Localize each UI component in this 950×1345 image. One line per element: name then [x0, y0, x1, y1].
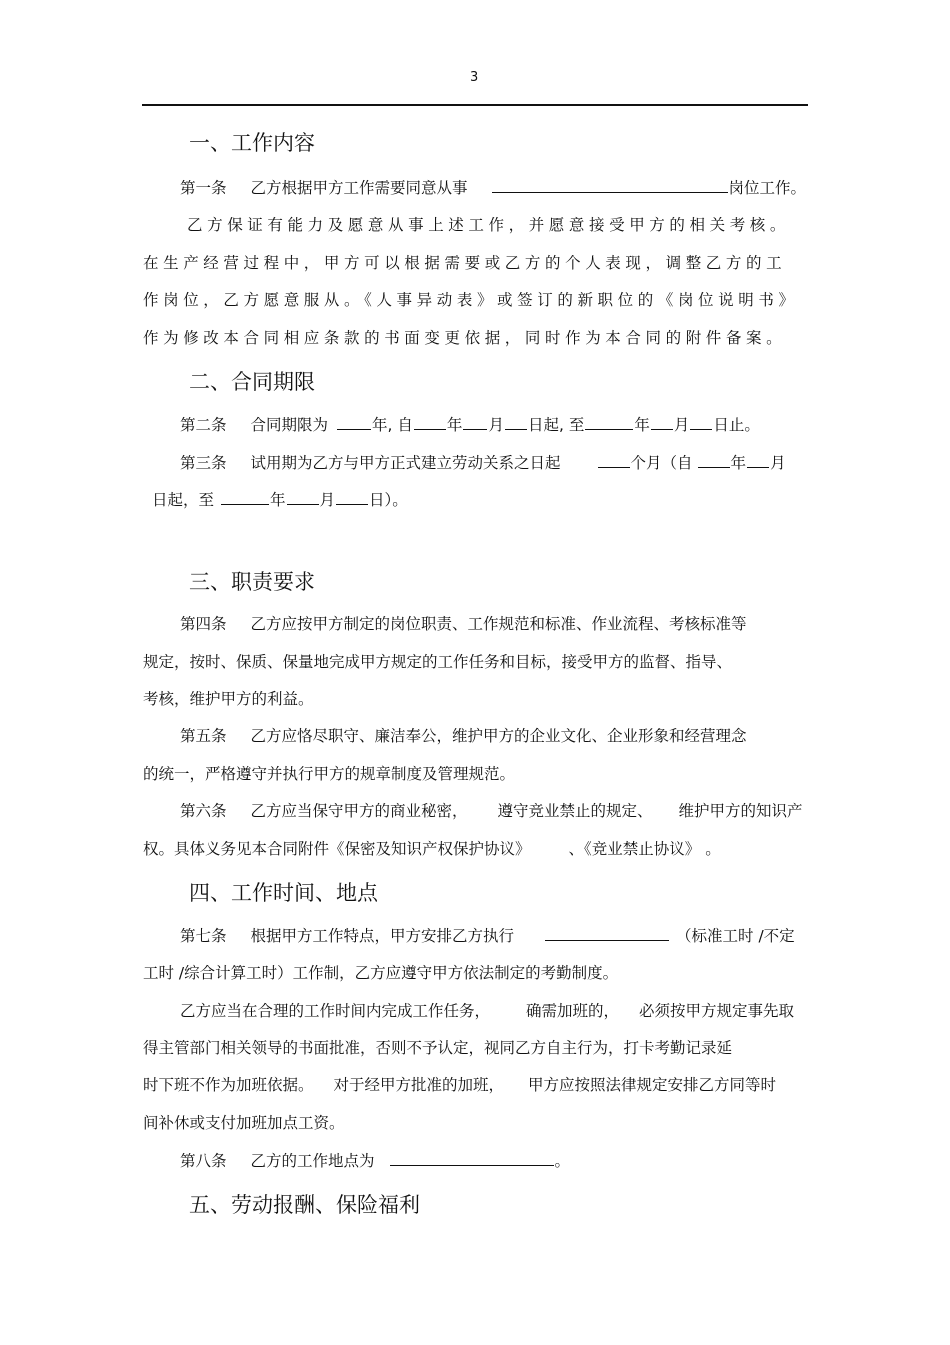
section-title-duties: 三、职责要求 [189, 570, 315, 594]
paragraph-line: 工时 /综合计算工时）工作制，乙方应遵守甲方依法制定的考勤制度。 [143, 964, 619, 982]
article-text: 乙方应当保守甲方的商业秘密， [250, 802, 468, 820]
end-day-blank[interactable] [690, 414, 712, 430]
article-text: 乙方应恪尽职守、廉洁奉公，维护甲方的企业文化、企业形象和经营理念 [250, 727, 747, 745]
article-text-tail: 岗位工作。 [728, 179, 807, 197]
paragraph-line: 在生产经营过程中，甲方可以根据需要或乙方的个人表现，调整乙方的工 [143, 254, 787, 272]
probation-start-year-blank[interactable] [698, 452, 730, 468]
paragraph-line: 考核，维护甲方的利益。 [143, 690, 314, 708]
month-unit: 月 [488, 416, 504, 434]
month-unit: 月 [319, 491, 336, 509]
probation-end-year-blank[interactable] [221, 489, 269, 505]
end-year-blank[interactable] [585, 414, 633, 430]
article-text: 合同期限为 [250, 416, 329, 434]
article-3-line [180, 451, 786, 473]
article-text: 、《竞业禁止协议》 。 [568, 840, 721, 858]
from-to-label: 日起，至 [152, 491, 215, 509]
year-unit: 年 [634, 416, 650, 434]
paragraph-text: 时下班不作为加班依据。 [143, 1076, 314, 1094]
article-4-line [180, 612, 747, 634]
article-7-line [180, 924, 795, 946]
article-label: 第八条 [180, 1152, 227, 1170]
work-hours-system-blank[interactable] [545, 925, 669, 941]
section-title-compensation: 五、劳动报酬、保险福利 [189, 1193, 420, 1217]
article-text: 乙方的工作地点为 [250, 1152, 375, 1170]
article-label: 第一条 [180, 179, 227, 197]
year-unit: 年 [730, 454, 747, 472]
paragraph-line: 作岗位，乙方愿意服从。《人事异动表》或签订的新职位的《岗位说明书》 [143, 291, 799, 309]
article-label: 第四条 [180, 615, 227, 633]
probation-months-blank[interactable] [598, 452, 630, 468]
months-label: 个月（自 [630, 454, 693, 472]
article-text: 乙方根据甲方工作需要同意从事 [250, 179, 468, 197]
article-text: 乙方应按甲方制定的岗位职责、工作规范和标准、作业流程、考核标准等 [250, 615, 747, 633]
to-label: 至 [568, 416, 585, 434]
article-text: 权。具体义务见本合同附件《保密及知识产权保护协议》 [143, 840, 531, 858]
year-unit: 年 [446, 416, 463, 434]
day-end-label: 日止。 [713, 416, 760, 434]
years-blank[interactable] [337, 414, 371, 430]
paragraph-text: 对于经甲方批准的加班， [333, 1076, 505, 1094]
article-label: 第七条 [180, 927, 227, 945]
end-month-blank[interactable] [651, 414, 673, 430]
article-label: 第六条 [180, 802, 227, 820]
paragraph-text: 甲方应按照法律规定安排乙方同等时 [528, 1076, 777, 1094]
article-1-line [180, 176, 806, 198]
paragraph-line [180, 999, 794, 1021]
article-text-tail: （标准工时 /不定 [676, 927, 795, 945]
section-title-contract-term: 二、合同期限 [189, 370, 315, 394]
article-8-line [180, 1149, 570, 1171]
year-unit: 年 [372, 416, 388, 434]
article-6-line [180, 799, 803, 821]
month-unit: 月 [770, 454, 786, 472]
paragraph-line: 规定，按时、保质、保量地完成甲方规定的工作任务和目标，接受甲方的监督、指导、 [143, 653, 733, 671]
paragraph-text: 必须按甲方规定事先取 [639, 1002, 795, 1020]
article-3-line-2 [152, 488, 408, 510]
paragraph-text: 确需加班的， [526, 1002, 620, 1020]
paragraph-line [143, 837, 721, 859]
section-title-time-place: 四、工作时间、地点 [189, 881, 378, 905]
article-5-line [180, 724, 747, 746]
paragraph-text: 乙方应当在合理的工作时间内完成工作任务， [180, 1002, 491, 1020]
paragraph-line: 作为修改本合同相应条款的书面变更依据，同时作为本合同的附件备案。 [143, 329, 787, 347]
article-text: 维护甲方的知识产 [678, 802, 803, 820]
article-text: 根据甲方工作特点，甲方安排乙方执行 [250, 927, 515, 945]
probation-start-month-blank[interactable] [747, 452, 769, 468]
day-end-label: 日）。 [369, 491, 408, 509]
article-text: 试用期为乙方与甲方正式建立劳动关系之日起 [250, 454, 561, 472]
paragraph-line: 得主管部门相关领导的书面批准，否则不予认定，视同乙方自主行为，打卡考勤记录延 [143, 1039, 733, 1057]
page-number: 3 [470, 70, 479, 85]
article-label: 第二条 [180, 416, 227, 434]
probation-end-month-blank[interactable] [287, 489, 319, 505]
header-rule [142, 104, 808, 106]
month-unit: 月 [673, 416, 690, 434]
position-blank[interactable] [492, 177, 728, 193]
paragraph-line [143, 1073, 776, 1095]
article-label: 第五条 [180, 727, 227, 745]
article-text-tail: 。 [554, 1152, 571, 1170]
probation-end-day-blank[interactable] [336, 489, 368, 505]
paragraph-line: 的统一，严格遵守并执行甲方的规章制度及管理规范。 [143, 765, 516, 783]
paragraph-line: 乙方保证有能力及愿意从事上述工作，并愿意接受甲方的相关考核。 [187, 216, 791, 234]
paragraph-line: 间补休或支付加班加点工资。 [143, 1114, 345, 1132]
start-month-blank[interactable] [463, 414, 487, 430]
year-unit: 年 [270, 491, 286, 509]
from-label: 自 [397, 416, 413, 434]
day-start-label: 日起 [527, 416, 559, 434]
article-2-line: 第二条 合同期限为 年, 自 年 月 日起, 至 年 月 日止。 [180, 416, 760, 434]
article-label: 第三条 [180, 454, 227, 472]
work-location-blank[interactable] [390, 1150, 554, 1166]
start-year-blank[interactable] [414, 414, 446, 430]
section-title-work-content: 一、工作内容 [189, 131, 315, 155]
start-day-blank[interactable] [505, 414, 527, 430]
article-text: 遵守竞业禁止的规定、 [497, 802, 653, 820]
